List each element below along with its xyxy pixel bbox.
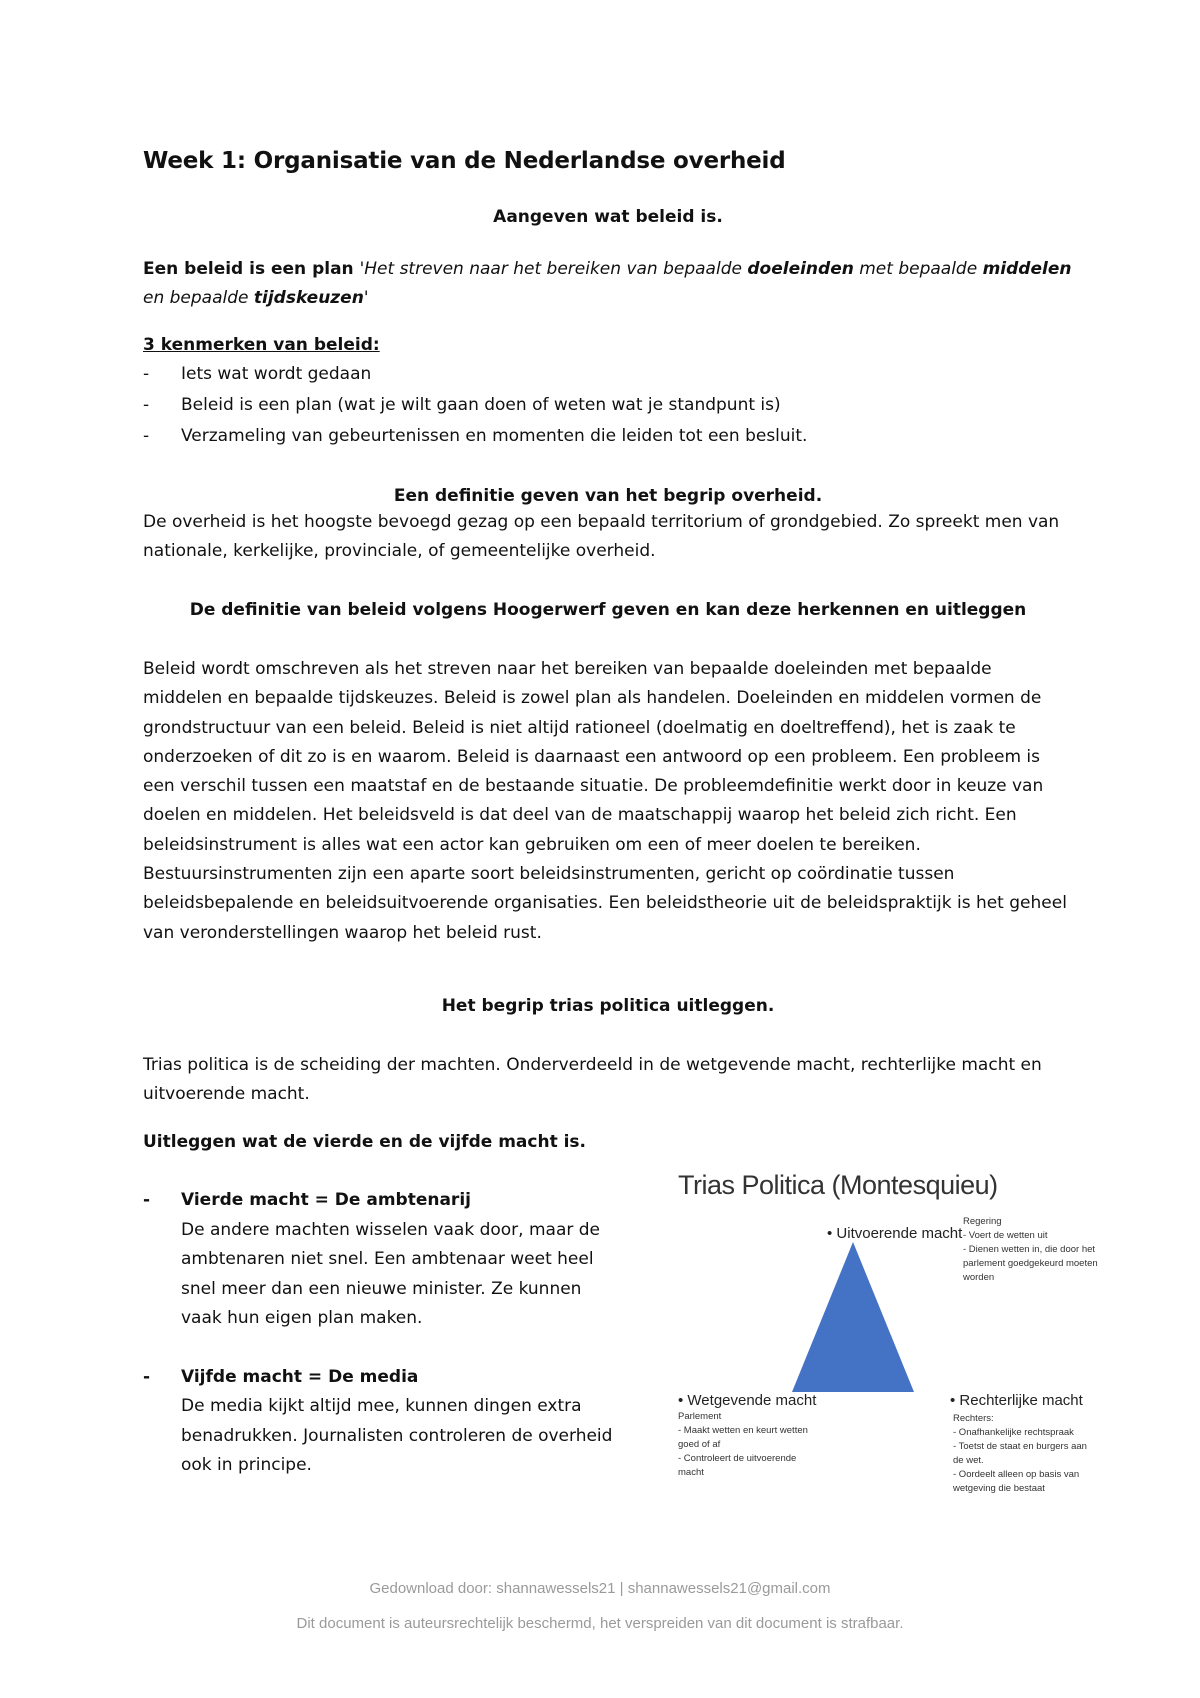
heading-overheid: Een definitie geven van het begrip overheid. xyxy=(393,486,823,506)
beleid-definition xyxy=(143,255,1073,314)
rechterlijke-macht-label: • Rechterlijke macht xyxy=(950,1392,1083,1409)
heading-trias: Het begrip trias politica uitleggen. xyxy=(441,996,775,1016)
wetgevende-notes: Parlement - Maakt wetten en keurt wetten goed of af - Controleert de uitvoerende macht xyxy=(678,1411,808,1478)
definition-quote-3: en bepaalde xyxy=(143,288,254,309)
list-item: - Beleid is een plan (wat je wilt gaan doen of weten wat je standpunt is) xyxy=(143,395,781,415)
definition-quote-1: 'Het streven naar het bereiken van bepaalde xyxy=(359,259,748,279)
definition-doeleinden: doeleinden xyxy=(747,259,854,279)
kenmerken-heading: 3 kenmerken van beleid: xyxy=(143,335,380,355)
heading-vierde-vijfde: Uitleggen wat de vierde en de vijfde macht is. xyxy=(143,1132,587,1152)
definition-lead: Een beleid is een plan xyxy=(143,259,360,279)
wetgevende-macht-label: • Wetgevende macht xyxy=(678,1392,817,1409)
trias-politica-diagram xyxy=(660,1160,1130,1520)
page-title: Week 1: Organisatie van de Nederlandse overheid xyxy=(143,148,786,174)
uitvoerende-macht-label: • Uitvoerende macht xyxy=(827,1225,963,1242)
uitvoerende-notes: Regering - Voert de wetten uit - Dienen wetten in, die door het parlement goedgekeurd moeten worden xyxy=(963,1216,1098,1283)
list-item: - Iets wat wordt gedaan xyxy=(143,364,372,384)
footer-copyright: Dit document is auteursrechtelijk beschermd, het verspreiden van dit document is strafbaar. xyxy=(296,1615,904,1632)
definition-tijdskeuzen: tijdskeuzen xyxy=(253,288,364,309)
definition-middelen: middelen xyxy=(982,259,1072,279)
list-item: - Vierde macht = De ambtenarij De andere machten wisselen vaak door, maar de ambtenaren niet snel. Een ambtenaar weet heel snel meer dan een nieuwe minister. Ze kunnen vaak hun eigen plan maken. xyxy=(143,1190,601,1328)
rechterlijke-notes: Rechters: - Onafhankelijke rechtspraak - Toetst de staat en burgers aan de wet. - Oordeelt alleen op basis van wetgeving die bestaat xyxy=(953,1413,1087,1494)
definition-quote-4: ' xyxy=(363,288,369,309)
list-item: - Vijfde macht = De media De media kijkt altijd mee, kunnen dingen extra benadrukken. Journalisten controleren de overheid ook in principe. xyxy=(143,1366,613,1475)
list-item: - Verzameling van gebeurtenissen en momenten die leiden tot een besluit. xyxy=(143,426,808,446)
definition-quote-2: met bepaalde xyxy=(853,259,983,279)
machten-list xyxy=(143,1186,613,1510)
heading-hoogerwerf: De definitie van beleid volgens Hoogerwerf geven en kan deze herkennen en uitleggen xyxy=(189,600,1027,620)
diagram-title: Trias Politica (Montesquieu) xyxy=(678,1170,998,1200)
trias-text: Trias politica is de scheiding der machten. Onderverdeeld in de wetgevende macht, rechterlijke macht en uitvoerende macht. xyxy=(143,1055,1042,1105)
hoogerwerf-text: Beleid wordt omschreven als het streven naar het bereiken van bepaalde doeleinden met bepaalde middelen en bepaalde tijdskeuzes. Beleid is zowel plan als handelen. Doeleinden en middelen vormen de grondstructuur van een beleid. Beleid is niet altijd rationeel (doelmatig en doeltreffend), het is zaak te onderzoeken of dit zo is en waarom. Beleid is daarnaast een antwoord op een probleem. Een probleem is een verschil tussen een maatstaf en de bestaande situatie. De probleemdefinitie werkt door in keuze van doelen en middelen. Het beleidsveld is dat deel van de maatschappij waarop het beleid zich richt. Een beleidsinstrument is alles wat een actor kan gebruiken om een of meer doelen te bereiken. Bestuursinstrumenten zijn een aparte soort beleidsinstrumenten, gericht op coördinatie tussen beleidsbepalende en beleidsuitvoerende organisaties. Een beleidstheorie uit de beleidspraktijk is het geheel van veronderstellingen waarop het beleid rust. xyxy=(143,659,1067,943)
kenmerken-list xyxy=(143,359,1073,452)
heading-beleid: Aangeven wat beleid is. xyxy=(493,207,723,227)
trias-triangle xyxy=(792,1242,914,1392)
overheid-text: De overheid is het hoogste bevoegd gezag op een bepaald territorium of grondgebied. Zo spreekt men van nationale, kerkelijke, provinciale, of gemeentelijke overheid. xyxy=(143,512,1060,562)
footer-download-info: Gedownload door: shannawessels21 | shannawessels21@gmail.com xyxy=(369,1580,831,1597)
